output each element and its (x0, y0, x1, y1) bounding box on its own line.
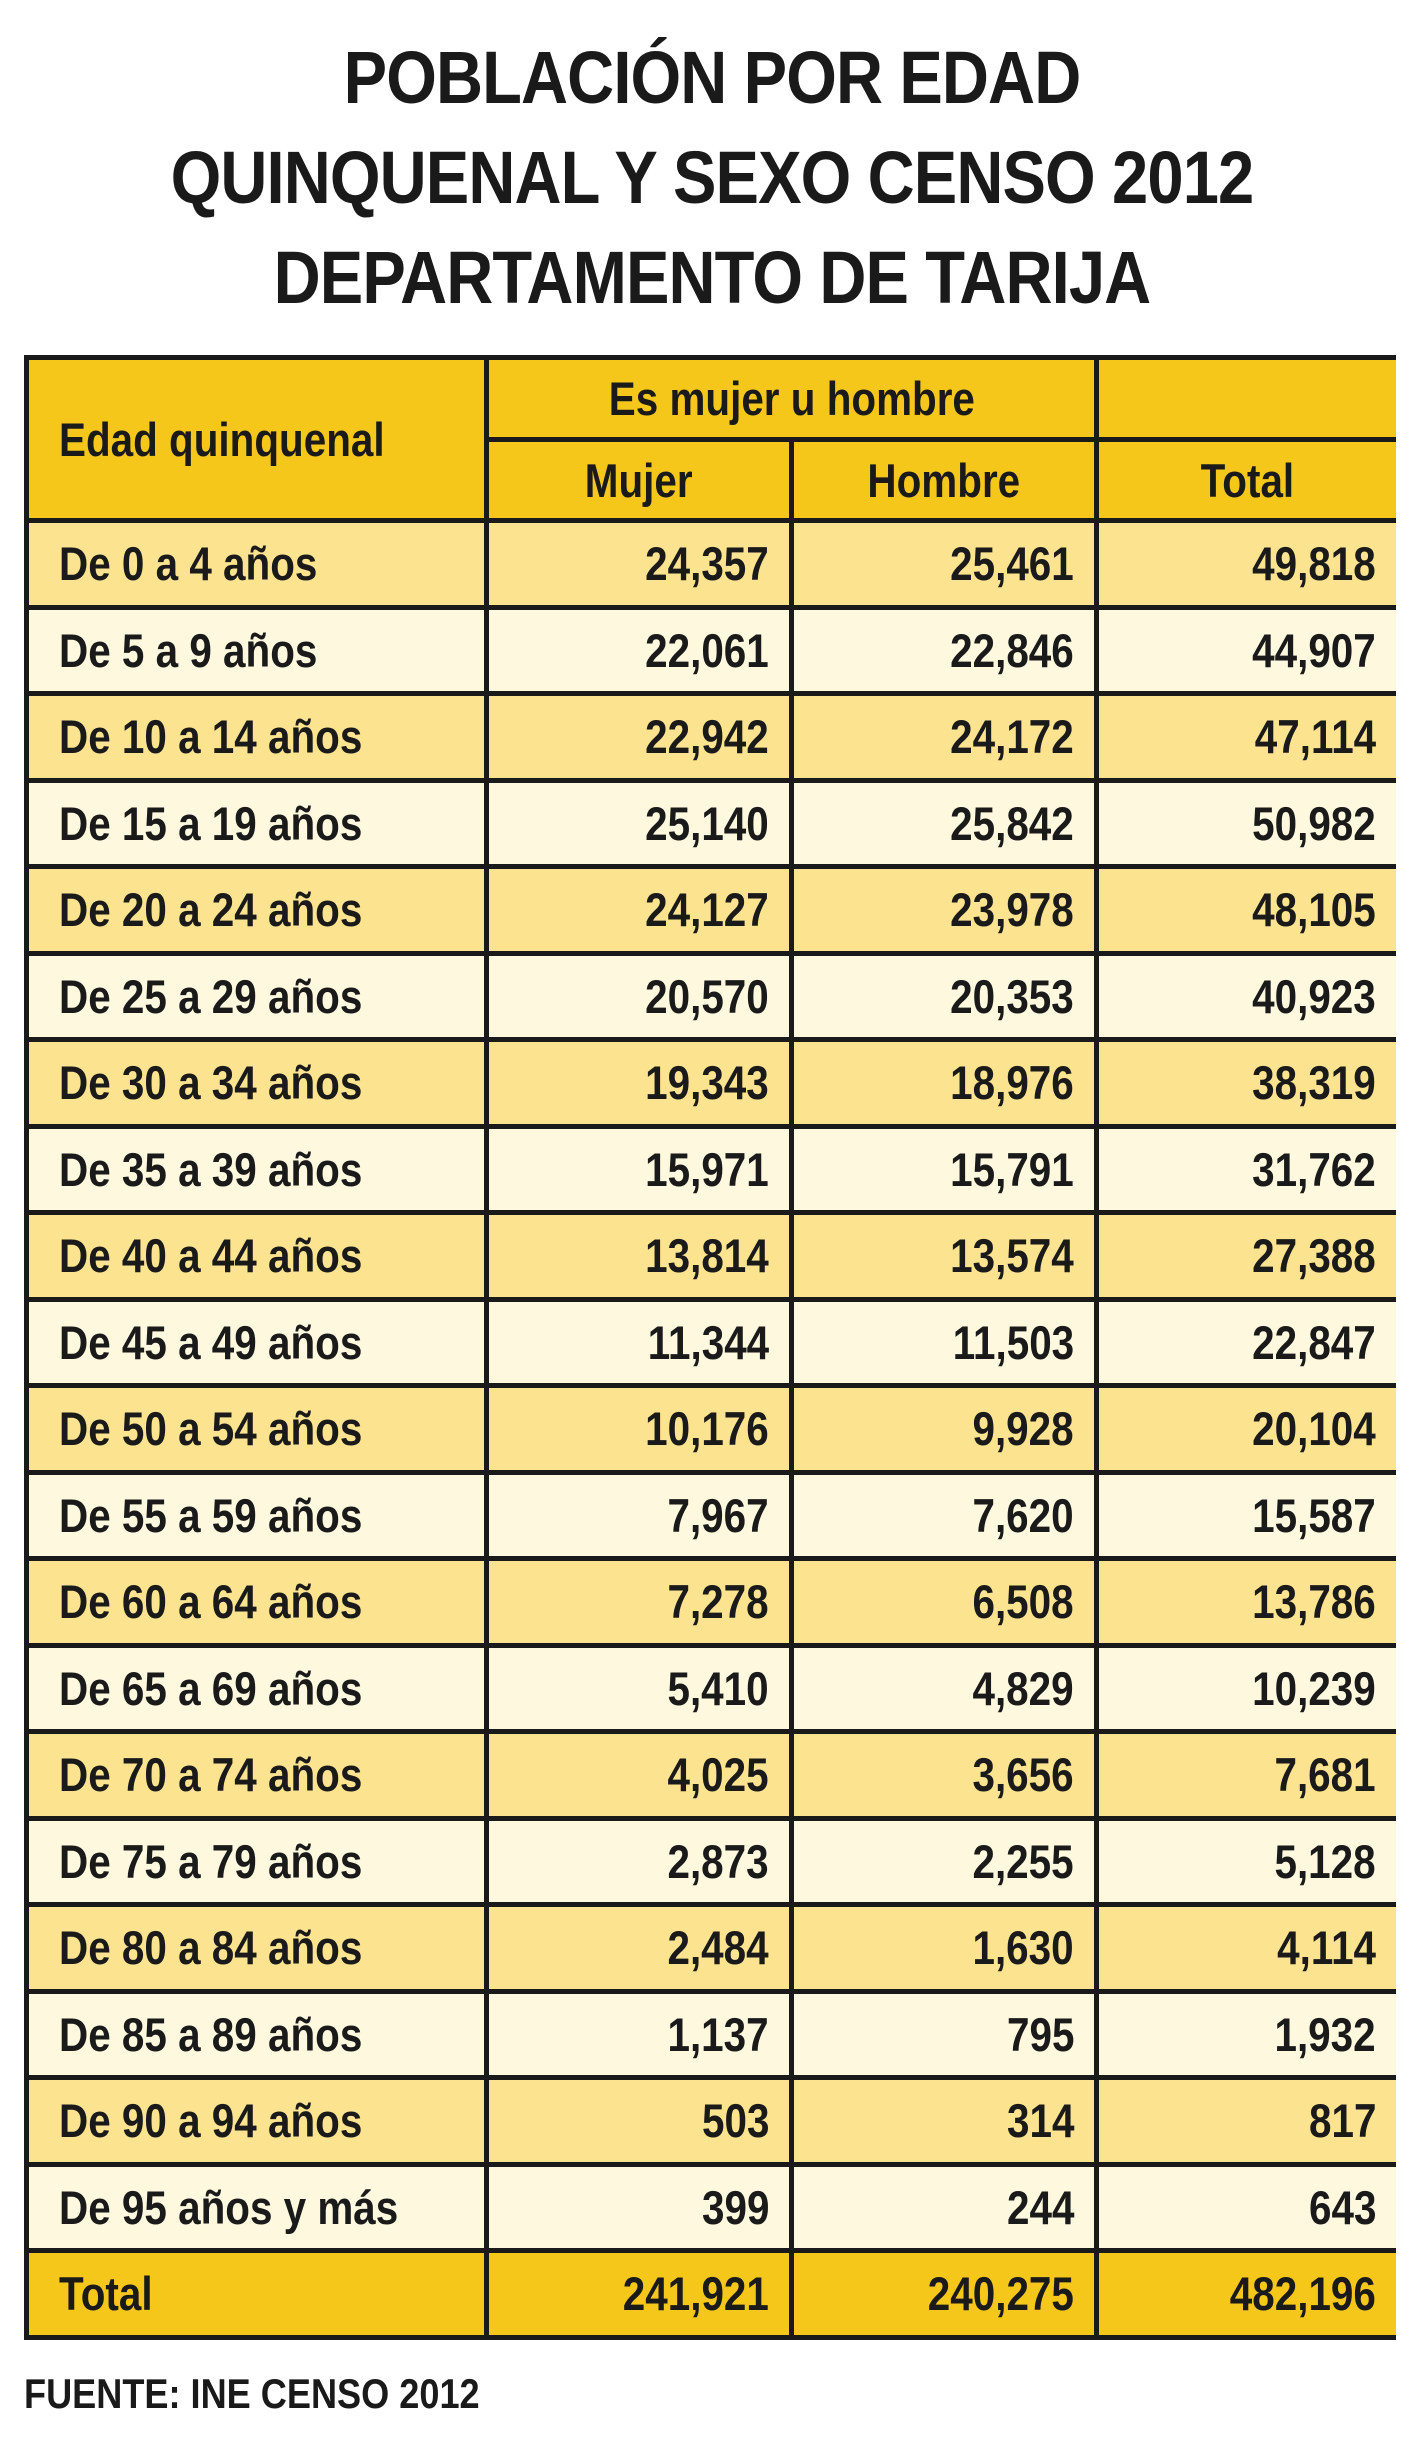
total-cell-total (1099, 2253, 1396, 2335)
table-cell-mujer-text: 20,570 (645, 969, 769, 1023)
table-row-label-text: De 40 a 44 años (59, 1229, 363, 1283)
table-cell-mujer-text: 19,343 (645, 1056, 769, 1110)
table-cell-total (1099, 783, 1396, 865)
table-row-label (29, 2167, 484, 2249)
header-column-hombre-text: Hombre (867, 453, 1021, 507)
table-row-label-text: De 20 a 24 años (59, 883, 363, 937)
table-cell-mujer-text: 503 (701, 2094, 769, 2148)
table-cell-hombre (794, 1821, 1094, 1903)
total-cell-mujer (489, 2253, 789, 2335)
table-cell-total-text: 27,388 (1252, 1229, 1376, 1283)
header-column-total-text: Total (1200, 453, 1295, 507)
table-cell-mujer-text: 22,061 (645, 623, 769, 677)
table-cell-total (1099, 610, 1396, 692)
header-row-label-text: Edad quinquenal (59, 412, 385, 466)
table-cell-hombre (794, 1042, 1094, 1124)
table-cell-total (1099, 1648, 1396, 1730)
table-cell-hombre-text: 24,172 (950, 710, 1074, 764)
table-cell-hombre-text: 795 (1006, 2007, 1074, 2061)
table-cell-total-text: 5,128 (1274, 1834, 1376, 1888)
table-row-label-text: De 55 a 59 años (59, 1488, 363, 1542)
table-row-label (29, 1994, 484, 2076)
table-cell-mujer-text: 13,814 (645, 1229, 769, 1283)
table-row-label-text: De 95 años y más (59, 2180, 399, 2234)
table-cell-hombre (794, 2080, 1094, 2162)
table-cell-hombre (794, 1302, 1094, 1384)
table-row-label-text: De 30 a 34 años (59, 1056, 363, 1110)
table-row-label (29, 2080, 484, 2162)
table-row-label (29, 783, 484, 865)
table-cell-hombre (794, 1907, 1094, 1989)
table-row-label-text: De 15 a 19 años (59, 796, 363, 850)
table-cell-total (1099, 1734, 1396, 1816)
table-cell-mujer (489, 610, 789, 692)
table-row-label-text: De 60 a 64 años (59, 1575, 363, 1629)
table-row-label (29, 1475, 484, 1557)
table-row-label (29, 956, 484, 1038)
table-cell-hombre-text: 25,842 (950, 796, 1074, 850)
table-cell-total-text: 15,587 (1252, 1488, 1376, 1542)
table-cell-total-text: 38,319 (1252, 1056, 1376, 1110)
table-row-label (29, 1042, 484, 1124)
table-cell-hombre (794, 1215, 1094, 1297)
total-row-label-text: Total (59, 2267, 153, 2321)
table-cell-hombre (794, 523, 1094, 605)
total-row-label (29, 2253, 484, 2335)
table-cell-mujer (489, 1388, 789, 1470)
table-cell-hombre-text: 6,508 (972, 1575, 1074, 1629)
table-cell-total (1099, 2167, 1396, 2249)
table-cell-hombre (794, 1475, 1094, 1557)
table-cell-mujer (489, 696, 789, 778)
table-cell-total-text: 40,923 (1252, 969, 1376, 1023)
total-cell-hombre (794, 2253, 1094, 2335)
table-cell-total (1099, 1042, 1396, 1124)
table-row-label (29, 869, 484, 951)
table-cell-hombre (794, 1388, 1094, 1470)
table-cell-total (1099, 1475, 1396, 1557)
table-cell-total-text: 50,982 (1252, 796, 1376, 850)
table-cell-mujer-text: 2,484 (667, 1921, 769, 1975)
table-row-label-text: De 35 a 39 años (59, 1142, 363, 1196)
table-cell-total (1099, 1302, 1396, 1384)
table-cell-hombre-text: 18,976 (950, 1056, 1074, 1110)
table-cell-hombre (794, 956, 1094, 1038)
table-cell-mujer (489, 956, 789, 1038)
table-cell-total (1099, 1821, 1396, 1903)
total-cell-mujer-text: 241,921 (622, 2267, 769, 2321)
table-cell-mujer-text: 24,357 (645, 537, 769, 591)
table-cell-mujer-text: 11,344 (647, 1315, 769, 1369)
table-cell-mujer (489, 869, 789, 951)
table-cell-hombre (794, 1129, 1094, 1211)
table-cell-mujer (489, 1302, 789, 1384)
table-row-label (29, 1215, 484, 1297)
table-row-label (29, 610, 484, 692)
table-cell-total-text: 1,932 (1274, 2007, 1376, 2061)
header-column-mujer-text: Mujer (585, 453, 693, 507)
table-cell-total-text: 10,239 (1252, 1661, 1376, 1715)
table-cell-total-text: 4,114 (1277, 1921, 1376, 1975)
table-cell-hombre-text: 15,791 (950, 1142, 1074, 1196)
table-row-label-text: De 80 a 84 años (59, 1921, 363, 1975)
table-row-label-text: De 50 a 54 años (59, 1402, 363, 1456)
population-table (24, 355, 1396, 2340)
title-line-1: POBLACIÓN POR EDAD (343, 36, 1081, 119)
table-cell-mujer-text: 4,025 (667, 1748, 769, 1802)
table-cell-hombre-text: 23,978 (950, 883, 1074, 937)
page-title (85, 28, 1338, 328)
table-cell-mujer-text: 399 (701, 2180, 769, 2234)
table-cell-total (1099, 523, 1396, 605)
total-cell-total-text: 482,196 (1229, 2267, 1376, 2321)
table-row-label (29, 1388, 484, 1470)
table-cell-total-text: 7,681 (1274, 1748, 1376, 1802)
table-cell-mujer-text: 25,140 (645, 796, 769, 850)
table-row-label-text: De 90 a 94 años (59, 2094, 363, 2148)
table-cell-total (1099, 1388, 1396, 1470)
table-cell-total-text: 49,818 (1252, 537, 1376, 591)
table-cell-mujer (489, 1475, 789, 1557)
source-note: FUENTE: INE CENSO 2012 (24, 2370, 480, 2417)
table-cell-mujer-text: 10,176 (645, 1402, 769, 1456)
table-cell-mujer (489, 1648, 789, 1730)
table-cell-hombre-text: 20,353 (950, 969, 1074, 1023)
table-cell-total (1099, 956, 1396, 1038)
table-row-label (29, 1907, 484, 1989)
table-row-label-text: De 75 a 79 años (59, 1834, 363, 1888)
header-column-total (1099, 442, 1396, 518)
table-cell-mujer-text: 5,410 (667, 1661, 769, 1715)
table-cell-total (1099, 2080, 1396, 2162)
table-row-label (29, 1129, 484, 1211)
table-cell-total-text: 44,907 (1252, 623, 1376, 677)
table-cell-hombre-text: 244 (1006, 2180, 1074, 2234)
table-cell-mujer-text: 7,967 (667, 1488, 769, 1542)
table-cell-hombre-text: 2,255 (972, 1834, 1074, 1888)
table-row-label (29, 1648, 484, 1730)
table-cell-mujer-text: 22,942 (645, 710, 769, 764)
table-cell-mujer (489, 1129, 789, 1211)
table-cell-hombre-text: 1,630 (972, 1921, 1074, 1975)
table-cell-hombre (794, 1734, 1094, 1816)
table-cell-hombre-text: 11,503 (952, 1315, 1074, 1369)
title-line-3: DEPARTAMENTO DE TARIJA (273, 236, 1151, 319)
table-cell-mujer (489, 1734, 789, 1816)
table-cell-hombre-text: 9,928 (972, 1402, 1074, 1456)
header-group-label (489, 360, 1094, 437)
table-cell-hombre-text: 22,846 (950, 623, 1074, 677)
table-cell-total (1099, 869, 1396, 951)
table-row-label-text: De 0 a 4 años (59, 537, 318, 591)
header-column-hombre (794, 442, 1094, 518)
table-cell-total (1099, 1907, 1396, 1989)
table-row-label-text: De 10 a 14 años (59, 710, 363, 764)
table-row-label (29, 523, 484, 605)
table-cell-total-text: 48,105 (1252, 883, 1376, 937)
table-cell-total (1099, 1561, 1396, 1643)
table-cell-hombre-text: 314 (1006, 2094, 1074, 2148)
table-cell-hombre-text: 25,461 (950, 537, 1074, 591)
table-row-label-text: De 45 a 49 años (59, 1315, 363, 1369)
table-cell-hombre (794, 2167, 1094, 2249)
table-cell-mujer (489, 2167, 789, 2249)
table-cell-total-text: 643 (1308, 2180, 1376, 2234)
table-cell-mujer (489, 1907, 789, 1989)
table-cell-hombre (794, 1994, 1094, 2076)
table-cell-hombre-text: 3,656 (972, 1748, 1074, 1802)
table-cell-total (1099, 696, 1396, 778)
table-cell-mujer-text: 2,873 (667, 1834, 769, 1888)
table-cell-mujer (489, 1994, 789, 2076)
table-cell-mujer-text: 24,127 (645, 883, 769, 937)
table-cell-mujer (489, 2080, 789, 2162)
table-cell-mujer-text: 15,971 (645, 1142, 769, 1196)
table-cell-total-text: 47,114 (1254, 710, 1376, 764)
table-cell-hombre (794, 783, 1094, 865)
total-cell-hombre-text: 240,275 (927, 2267, 1074, 2321)
table-row-label (29, 1561, 484, 1643)
table-cell-mujer (489, 1042, 789, 1124)
table-cell-mujer-text: 1,137 (667, 2007, 769, 2061)
header-column-mujer (489, 442, 789, 518)
table-cell-mujer (489, 1215, 789, 1297)
header-group-label-text: Es mujer u hombre (608, 372, 975, 425)
table-cell-hombre-text: 7,620 (972, 1488, 1074, 1542)
table-cell-hombre-text: 4,829 (972, 1661, 1074, 1715)
header-empty-cell (1099, 360, 1396, 437)
table-cell-total-text: 22,847 (1252, 1315, 1376, 1369)
table-cell-hombre-text: 13,574 (950, 1229, 1074, 1283)
table-cell-hombre (794, 1561, 1094, 1643)
table-row-label-text: De 25 a 29 años (59, 969, 363, 1023)
table-cell-hombre (794, 696, 1094, 778)
table-row-label-text: De 85 a 89 años (59, 2007, 363, 2061)
title-line-2: QUINQUENAL Y SEXO CENSO 2012 (170, 136, 1254, 219)
table-cell-hombre (794, 1648, 1094, 1730)
table-row-label-text: De 5 a 9 años (59, 623, 318, 677)
table-cell-total-text: 817 (1308, 2094, 1376, 2148)
table-cell-hombre (794, 869, 1094, 951)
table-row-label (29, 1821, 484, 1903)
table-cell-mujer (489, 1821, 789, 1903)
table-row-label-text: De 70 a 74 años (59, 1748, 363, 1802)
header-row-label (29, 360, 484, 518)
table-cell-total-text: 13,786 (1252, 1575, 1376, 1629)
table-cell-hombre (794, 610, 1094, 692)
table-cell-mujer-text: 7,278 (667, 1575, 769, 1629)
table-row-label (29, 1734, 484, 1816)
table-cell-mujer (489, 783, 789, 865)
table-cell-total (1099, 1994, 1396, 2076)
table-cell-total (1099, 1215, 1396, 1297)
table-cell-mujer (489, 1561, 789, 1643)
table-cell-total-text: 20,104 (1252, 1402, 1376, 1456)
table-row-label-text: De 65 a 69 años (59, 1661, 363, 1715)
table-row-label (29, 1302, 484, 1384)
table-cell-total-text: 31,762 (1252, 1142, 1376, 1196)
table-cell-total (1099, 1129, 1396, 1211)
table-row-label (29, 696, 484, 778)
table-cell-mujer (489, 523, 789, 605)
